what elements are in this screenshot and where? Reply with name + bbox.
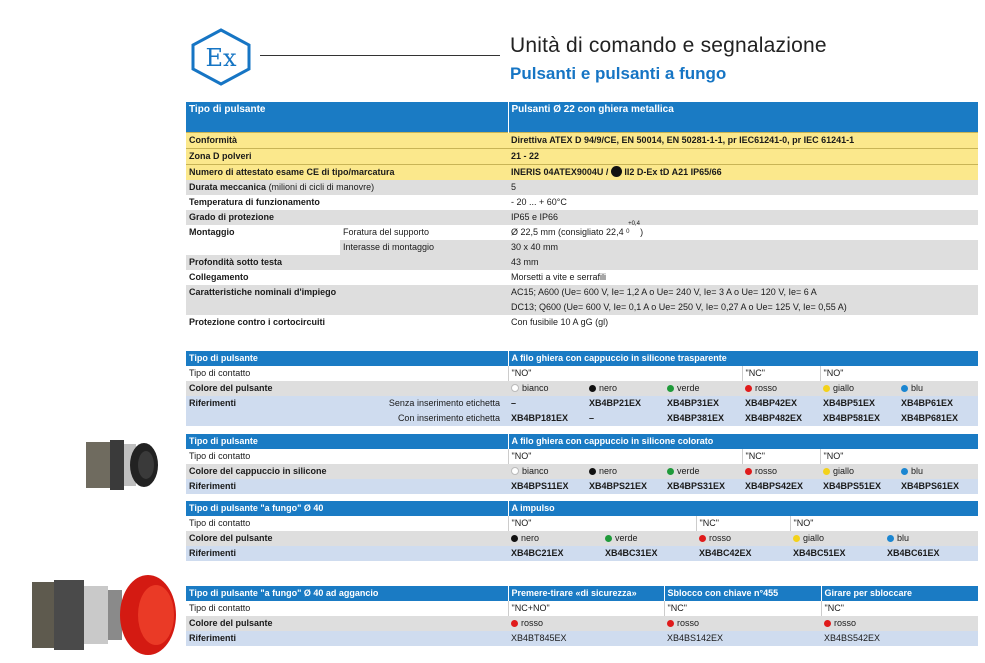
red-dot-icon [745, 385, 752, 392]
spec-header-row [186, 102, 978, 117]
section-latching-table: Tipo di pulsante "a fungo" Ø 40 ad aggancio Premere-tirare «di sicurezza» Sblocco con chiave n°455 Girare per sbloccare Tipo di contatto "NC+NO" "NC" "NC" Colore del pulsante rosso rosso rosso Riferimenti XB4BT845EX XB4BS142EX XB4BS542EX [186, 586, 978, 646]
blue-dot-icon [901, 385, 908, 392]
spec-row: Montaggio Foratura del supporto Ø 22,5 mm (consigliato 22,4 +0,4 0 ) [186, 225, 978, 240]
section-header-row: Tipo di pulsante A filo ghiera con cappuccio in silicone trasparente [186, 351, 978, 366]
blue-dot-icon [901, 468, 908, 475]
spec-head-right: Pulsanti Ø 22 con ghiera metallica [508, 102, 978, 117]
mushroom-button-photo [30, 570, 180, 660]
spec-row: Interasse di montaggio 30 x 40 mm [186, 240, 978, 255]
section-header-row: Tipo di pulsante "a fungo" Ø 40 A impulso [186, 501, 978, 516]
black-dot-icon [589, 385, 596, 392]
spec-row: Temperatura di funzionamento - 20 ... + 60°C [186, 195, 978, 210]
spec-row: Protezione contro i cortocircuiti Con fusibile 10 A gG (gl) [186, 315, 978, 330]
red-dot-icon [511, 620, 518, 627]
section-colored-table: Tipo di pulsante A filo ghiera con cappuccio in silicone colorato Tipo di contatto "NO" "NC" "NO" Colore del cappuccio in silicone bianco nero verde rosso giallo blu Riferimenti XB4BPS11EX XB4BPS21EX XB4BPS31EX XB4BPS42EX XB4BPS51EX XB4BPS61EX [186, 434, 978, 494]
spec-head-left: Tipo di pulsante [186, 102, 508, 117]
black-dot-icon [589, 468, 596, 475]
yellow-dot-icon [823, 468, 830, 475]
page-title: Unità di comando e segnalazione [510, 34, 827, 57]
spec-row: Collegamento Morsetti a vite e serrafili [186, 270, 978, 285]
green-dot-icon [667, 385, 674, 392]
red-dot-icon [699, 535, 706, 542]
section-transparent-table: Tipo di pulsante A filo ghiera con cappuccio in silicone trasparente Tipo di contatto "NO" "NC" "NO" Colore del pulsante bianco nero verde rosso giallo blu Riferimenti Senza inserimento etichetta – XB4BP21EX XB4BP31EX XB4BP42EX XB4BP51EX XB4BP61EX Con inserimento etichetta XB4BP181EX – XB4BP381EX XB4BP482EX XB4BP581EX XB4BP681EX [186, 351, 978, 426]
header-rule [260, 55, 500, 56]
blue-dot-icon [887, 535, 894, 542]
logo-text: Ex [205, 44, 237, 72]
red-dot-icon [667, 620, 674, 627]
spec-row: Durata meccanica (milioni di cicli di manovre) 5 [186, 180, 978, 195]
button-photo [84, 432, 166, 496]
ex-mark-icon [611, 166, 622, 177]
ex-logo [190, 28, 252, 86]
spec-row: Caratteristiche nominali d'impiego AC15; A600 (Ue= 600 V, Ie= 1,2 A o Ue= 240 V, Ie= 3 A o Ue= 120 V, Ie= 6 A [186, 285, 978, 300]
spec-table [186, 102, 978, 330]
black-dot-icon [511, 535, 518, 542]
red-dot-icon [745, 468, 752, 475]
white-dot-icon [511, 384, 519, 392]
page-subtitle: Pulsanti e pulsanti a fungo [510, 64, 727, 83]
spec-row: Profondità sotto testa 43 mm [186, 255, 978, 270]
green-dot-icon [605, 535, 612, 542]
spec-row: Grado di protezione IP65 e IP66 [186, 210, 978, 225]
spec-row: Zona D polveri 21 - 22 [186, 149, 978, 165]
yellow-dot-icon [793, 535, 800, 542]
spec-row: Conformità Direttiva ATEX D 94/9/CE, EN 50014, EN 50281-1-1, pr IEC61241-0, pr IEC 61241-1 [186, 133, 978, 149]
yellow-dot-icon [823, 385, 830, 392]
section-header-row: Tipo di pulsante A filo ghiera con cappuccio in silicone colorato [186, 434, 978, 449]
spec-row: Numero di attestato esame CE di tipo/marcatura INERIS 04ATEX9004U / II2 D-Ex tD A21 IP65/66 [186, 165, 978, 181]
white-dot-icon [511, 467, 519, 475]
red-dot-icon [824, 620, 831, 627]
green-dot-icon [667, 468, 674, 475]
spec-row: DC13; Q600 (Ue= 600 V, Ie= 0,1 A o Ue= 250 V, Ie= 0,27 A o Ue= 125 V, Ie= 0,55 A) [186, 300, 978, 315]
section-mushroom-table: Tipo di pulsante "a fungo" Ø 40 A impulso Tipo di contatto "NO" "NC" "NO" Colore del pulsante nero verde rosso giallo blu Riferimenti XB4BC21EX XB4BC31EX XB4BC42EX XB4BC51EX XB4BC61EX [186, 501, 978, 561]
section-header-row: Tipo di pulsante "a fungo" Ø 40 ad aggancio Premere-tirare «di sicurezza» Sblocco con chiave n°455 Girare per sbloccare [186, 586, 978, 601]
